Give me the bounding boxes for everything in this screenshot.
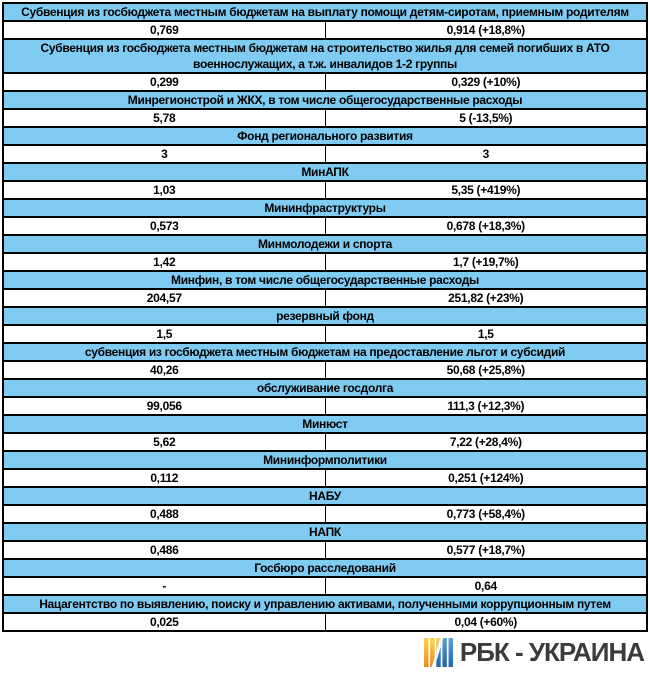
category-label: НАБУ (3, 487, 647, 505)
value-right: 111,3 (+12,3%) (325, 397, 647, 415)
table-category-row (3, 451, 647, 469)
category-label: резервный фонд (3, 307, 647, 325)
rbc-logo-text: РБК - УКРАИНА (459, 637, 644, 667)
rbc-bars-icon (424, 638, 453, 667)
value-right: 251,82 (+23%) (325, 289, 647, 307)
value-right: 0,64 (325, 577, 647, 595)
table-category-row (3, 91, 647, 109)
value-left: 0,769 (3, 21, 325, 39)
table-category-row (3, 307, 647, 325)
value-left: 0,486 (3, 541, 325, 559)
table-category-row (3, 559, 647, 577)
value-right: 7,22 (+28,4%) (325, 433, 647, 451)
table-values-row (3, 361, 647, 379)
budget-table-body (3, 3, 647, 631)
category-label: Нацагентство по выявлению, поиску и управлению активами, полученными коррупционным путем (3, 595, 647, 613)
value-left: 0,488 (3, 505, 325, 523)
category-label: НАПК (3, 523, 647, 541)
value-right: 0,251 (+124%) (325, 469, 647, 487)
value-left: 5,78 (3, 109, 325, 127)
value-left: 5,62 (3, 433, 325, 451)
table-values-row (3, 469, 647, 487)
category-label: Минюст (3, 415, 647, 433)
value-right: 1,5 (325, 325, 647, 343)
category-label: Минмолодежи и спорта (3, 235, 647, 253)
table-category-row (3, 523, 647, 541)
value-right: 0,04 (+60%) (325, 613, 647, 631)
table-values-row (3, 505, 647, 523)
table-category-row (3, 379, 647, 397)
category-label: Субвенция из госбюджета местным бюджетам на строительство жилья для семей погибших в АТО военнослужащих, а т.ж. инвалидов 1-2 группы (3, 39, 647, 73)
value-left: 0,573 (3, 217, 325, 235)
table-category-row (3, 595, 647, 613)
table-values-row (3, 397, 647, 415)
table-values-row (3, 541, 647, 559)
table-values-row (3, 181, 647, 199)
table-category-row (3, 163, 647, 181)
value-right: 0,914 (+18,8%) (325, 21, 647, 39)
value-right: 50,68 (+25,8%) (325, 361, 647, 379)
table-category-row (3, 487, 647, 505)
footer (2, 632, 648, 667)
category-label: Минфин, в том числе общегосударственные расходы (3, 271, 647, 289)
category-label: Фонд регионального развития (3, 127, 647, 145)
value-right: 0,678 (+18,3%) (325, 217, 647, 235)
value-right: 0,773 (+58,4%) (325, 505, 647, 523)
table-values-row (3, 145, 647, 163)
category-label: Мининфраструктуры (3, 199, 647, 217)
table-values-row (3, 325, 647, 343)
value-right: 3 (325, 145, 647, 163)
table-category-row (3, 199, 647, 217)
table-values-row (3, 289, 647, 307)
value-left: 0,299 (3, 73, 325, 91)
table-values-row (3, 613, 647, 631)
table-category-row (3, 235, 647, 253)
value-left: 3 (3, 145, 325, 163)
table-values-row (3, 21, 647, 39)
table-values-row (3, 73, 647, 91)
table-values-row (3, 577, 647, 595)
value-right: 1,7 (+19,7%) (325, 253, 647, 271)
value-right: 0,577 (+18,7%) (325, 541, 647, 559)
table-values-row (3, 217, 647, 235)
category-label: обслуживание госдолга (3, 379, 647, 397)
category-label: Мининформполитики (3, 451, 647, 469)
category-label: субвенция из госбюджета местным бюджетам на предоставление льгот и субсидий (3, 343, 647, 361)
budget-table (2, 2, 648, 632)
category-label: Минрегионстрой и ЖКХ, в том числе общегосударственные расходы (3, 91, 647, 109)
table-values-row (3, 433, 647, 451)
table-values-row (3, 253, 647, 271)
value-right: 5 (-13,5%) (325, 109, 647, 127)
value-left: 1,5 (3, 325, 325, 343)
table-category-row (3, 271, 647, 289)
value-left: 99,056 (3, 397, 325, 415)
value-left: 40,26 (3, 361, 325, 379)
table-category-row (3, 127, 647, 145)
table-values-row (3, 109, 647, 127)
value-left: 0,112 (3, 469, 325, 487)
table-category-row (3, 3, 647, 21)
value-right: 5,35 (+419%) (325, 181, 647, 199)
table-category-row (3, 415, 647, 433)
category-label: МинАПК (3, 163, 647, 181)
table-category-row (3, 39, 647, 73)
value-left: 0,025 (3, 613, 325, 631)
value-right: 0,329 (+10%) (325, 73, 647, 91)
category-label: Госбюро расследований (3, 559, 647, 577)
value-left: 204,57 (3, 289, 325, 307)
value-left: - (3, 577, 325, 595)
table-category-row (3, 343, 647, 361)
value-left: 1,42 (3, 253, 325, 271)
value-left: 1,03 (3, 181, 325, 199)
category-label: Субвенция из госбюджета местным бюджетам на выплату помощи детям-сиротам, приемным родителям (3, 3, 647, 21)
